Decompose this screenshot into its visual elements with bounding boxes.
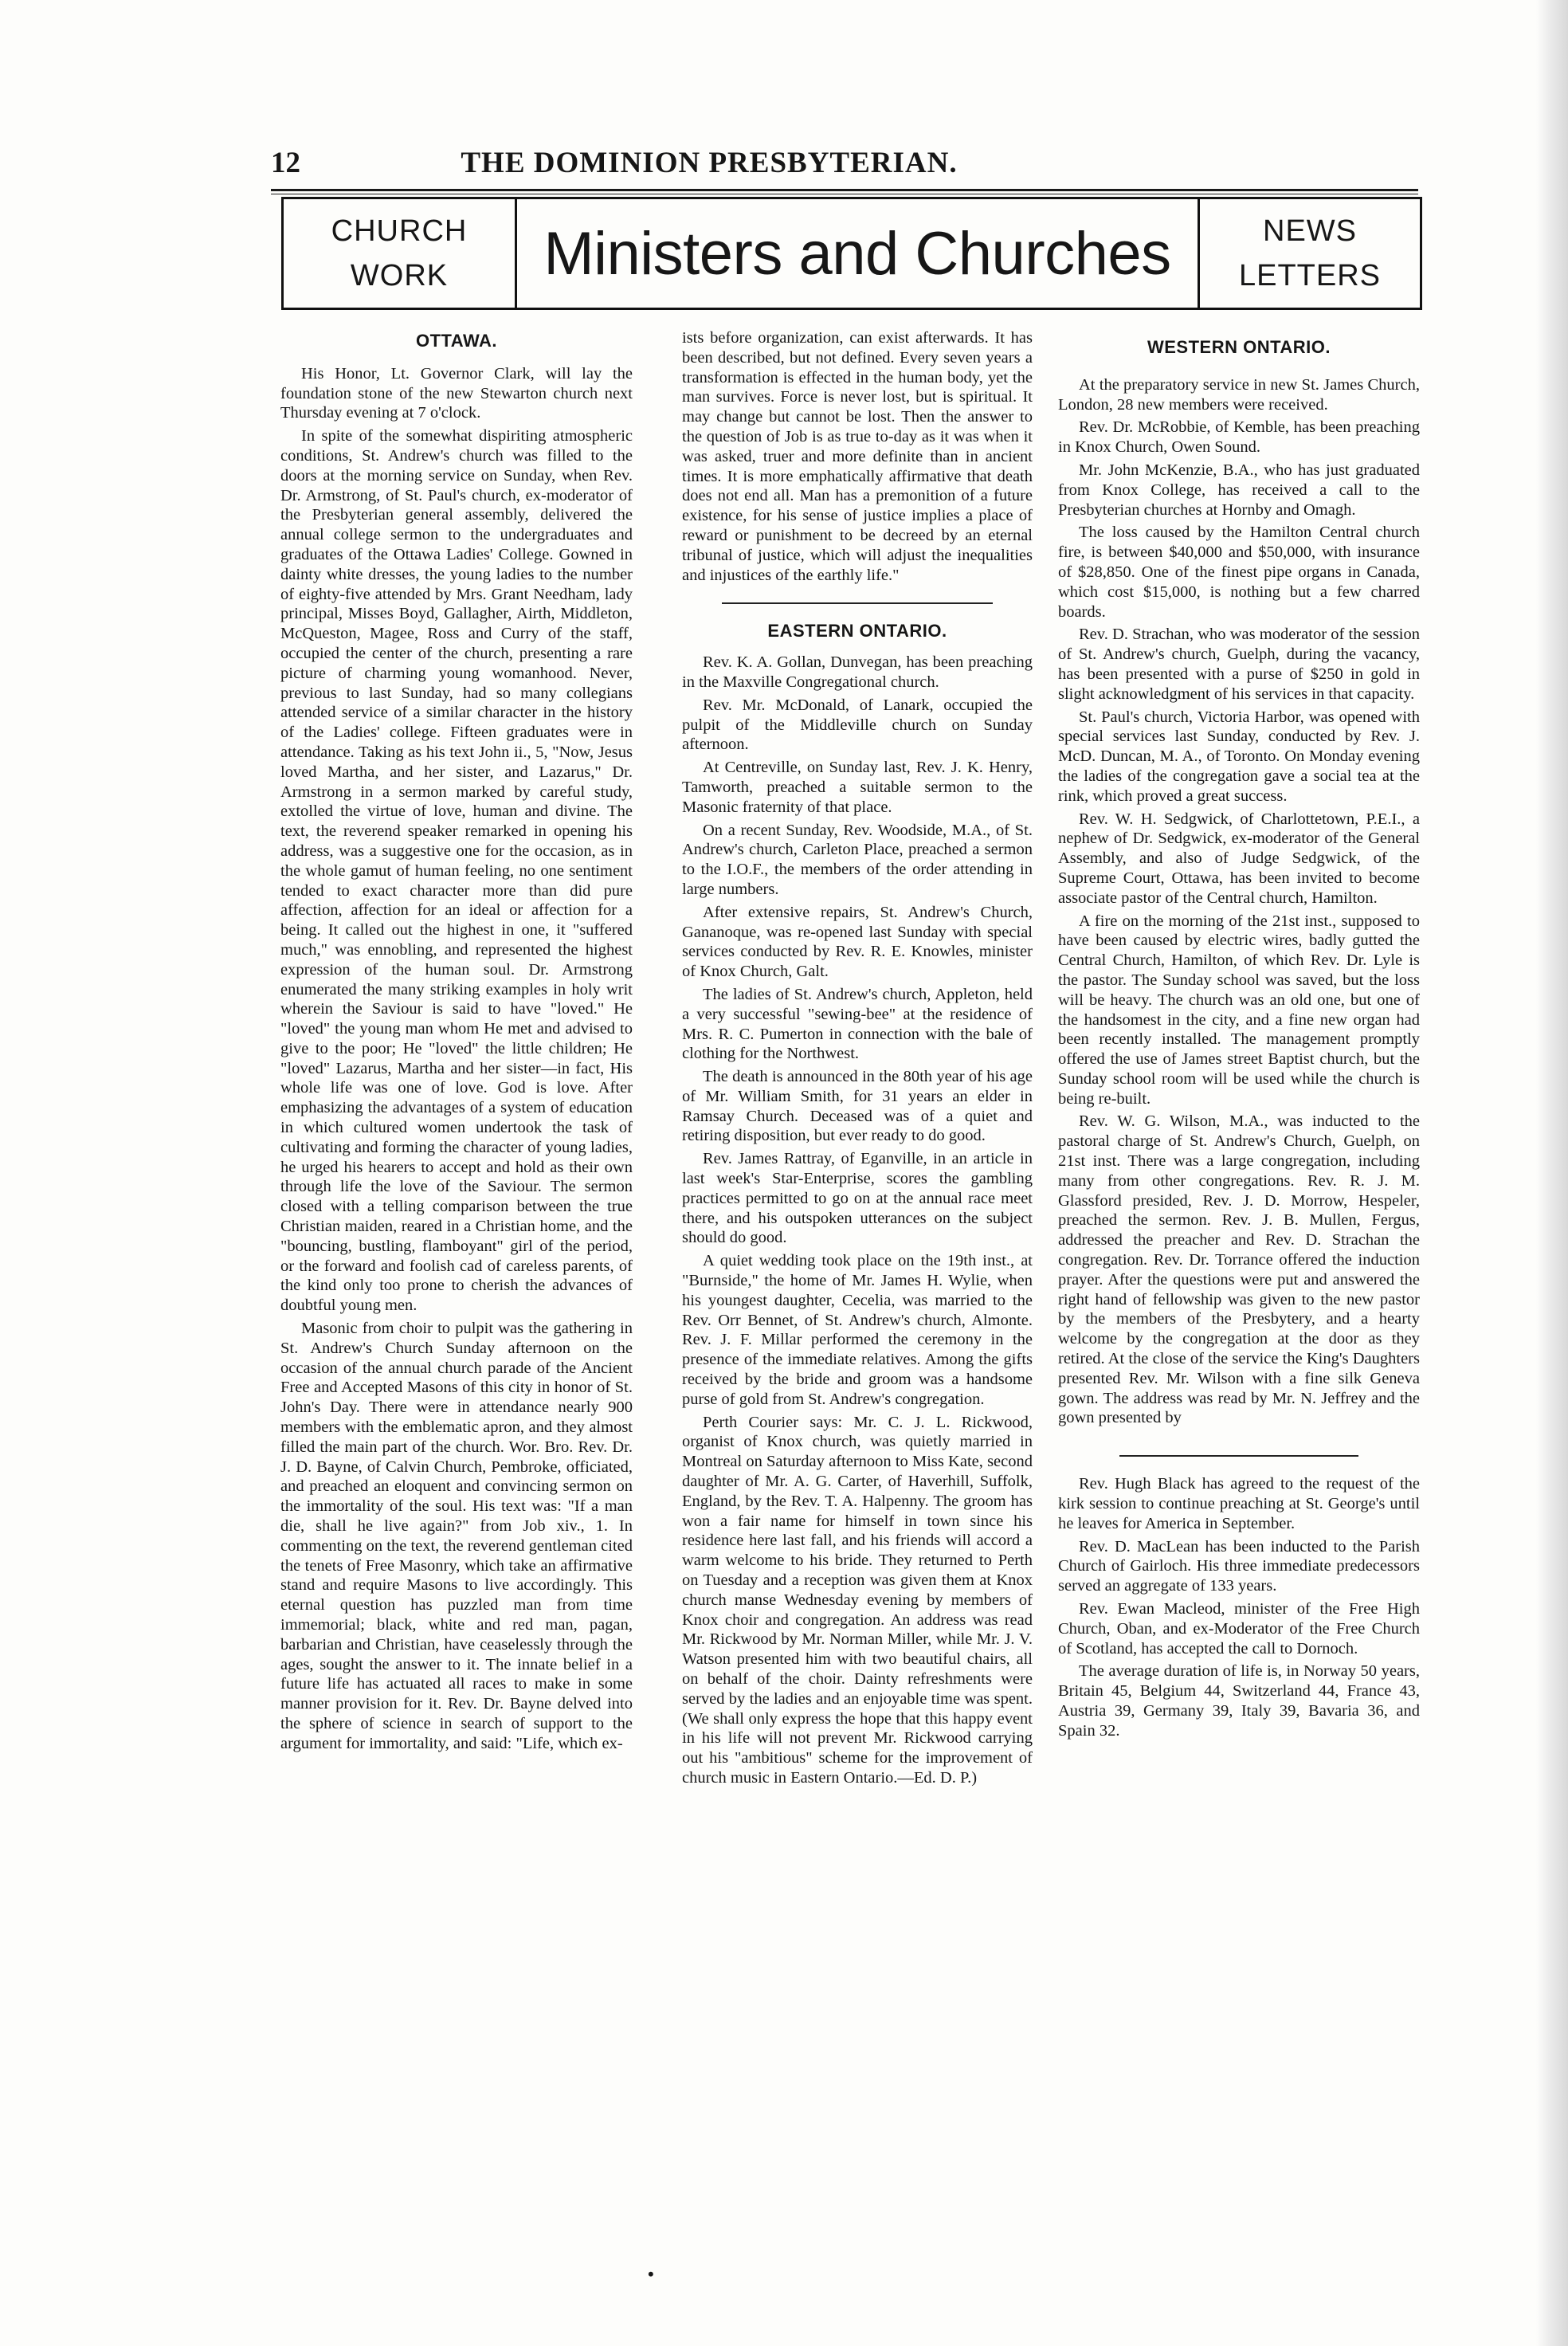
western-paragraph: At the preparatory service in new St. James Church, London, 28 new members were received. — [1058, 375, 1420, 414]
western-paragraph: St. Paul's church, Victoria Harbor, was opened with special services last Sunday, conducted by Rev. J. McD. Duncan, M. A., of Toronto. On Monday evening the ladies of the congregation gave a social tea at the rink, which proved a great success. — [1058, 708, 1420, 805]
ottawa-paragraph: In spite of the somewhat dispiriting atmospheric conditions, St. Andrew's church was filled to the doors at the morning service on Sunday, when Rev. Dr. Armstrong, of St. Paul's church, ex-moderator of the Presbyterian general assembly, delivered the annual college sermon to the undergraduates and graduates of the Ottawa Ladies' College. Gowned in dainty white dresses, the young ladies to the number of eighty-five attended by Mrs. Grant Needham, lady principal, Misses Boyd, Gallagher, Airth, Middleton, McQueston, Magee, Ross and Curry of the staff, occupied the center of the church, presenting a rare picture of charming young womanhood. Never, previous to last Sunday, had so many collegians attended service of a similar character in the history of the Ladies' college. Fifteen graduates were in attendance. Taking as his text John ii., 5, "Now, Jesus loved Martha, and her sister, and Lazarus," Dr. Armstrong in a sermon marked by careful study, extolled the virtue of love, human and divine. The text, the reverend speaker remarked in opening his address, was a suggestive one for the occasion, as in the whole gamut of human feeling, no one sentiment tended to exact character more than did pure affection, affection for an ideal or affection for a being. It called out the highest in one, it "suffered much," was ennobling, and represented the highest expression of the human soul. Dr. Armstrong enumerated the many striking examples in holy writ wherein the Saviour is said to have "loved." He "loved" the young man whom He met and advised to give to the poor; He "loved" the little children; He "loved" Lazarus, Martha and her sister—in fact, His whole life was one of love. God is love. After emphasizing the advantages of a system of education in which cultured women undertook the task of cultivating and forming the character of young ladies, he urged his hearers to accept and hold as their own through life the love of the Saviour. The sermon closed with a telling comparison between the true Christian maiden, reared in a Christian home, and the "bouncing, bustling, flamboyant" girl of the period, or the forward and foolish cad of careless parents, of the kind only too prone to cherish the advances of doubtful young men. — [280, 427, 633, 1315]
column-3 — [1058, 328, 1420, 1744]
banner-right-line-2: LETTERS — [1238, 259, 1382, 292]
misc-paragraph: Rev. Ewan Macleod, minister of the Free High Church, Oban, and ex-Moderator of the Free Church of Scotland, has accepted the call to Dornoch. — [1058, 1600, 1420, 1658]
banner-right-box — [1198, 199, 1420, 308]
misc-paragraph: Rev. D. MacLean has been inducted to the Parish Church of Gairloch. His three immediate predecessors served an aggregate of 133 years. — [1058, 1537, 1420, 1595]
ottawa-paragraph: His Honor, Lt. Governor Clark, will lay the foundation stone of the new Stewarton church next Thursday evening at 7 o'clock. — [280, 364, 633, 422]
banner-right-line-1: NEWS — [1263, 214, 1357, 248]
running-head: THE DOMINION PRESBYTERIAN. — [461, 147, 958, 179]
banner-left-line-2: WORK — [350, 259, 449, 292]
eastern-paragraph: Rev. James Rattray, of Eganville, in an article in last week's Star-Enterprise, scores the gambling practices permitted to go on at the annual race meet there, and his outspoken utterances on the subject should do good. — [682, 1150, 1033, 1247]
western-paragraph: Rev. Dr. McRobbie, of Kemble, has been preaching in Knox Church, Owen Sound. — [1058, 418, 1420, 457]
eastern-paragraph: A quiet wedding took place on the 19th inst., at "Burnside," the home of Mr. James H. Wylie, when his youngest daughter, Cecelia, was married to the Rev. Orr Bennet, of St. Andrew's church, Almonte. Rev. J. F. Millar performed the ceremony in the presence of the immediate relatives. Among the gifts received by the bride and groom was a handsome purse of gold from St. Andrew's congregation. — [682, 1252, 1033, 1408]
section-banner — [281, 197, 1422, 310]
western-paragraph: Rev. W. G. Wilson, M.A., was inducted to the pastoral charge of St. Andrew's Church, Guelph, on 21st inst. There was a large congregation, including many from other congregations. Rev. R. J. M. Glassford presided, Rev. J. D. Morrow, Hespeler, preached the sermon. Rev. J. B. Mullen, Fergus, addressed the preacher and Rev. D. Strachan the congregation. Rev. Dr. Torrance offered the induction prayer. After the questions were put and answered the right hand of fellowship was given to the new pastor by the members of the Presbytery, and a hearty welcome by the congregation at the door as they retired. At the close of the service the King's Daughters presented Rev. Mr. Wilson with a fine silk Geneva gown. The address was read by Mr. N. Jeffrey and the gown presented by — [1058, 1112, 1420, 1427]
page-binding-shadow — [1536, 0, 1568, 2346]
ottawa-paragraph: Masonic from choir to pulpit was the gathering in St. Andrew's Church Sunday afternoon on the occasion of the annual church parade of the Ancient Free and Accepted Masons of this city in honor of St. John's Day. There were in attendance nearly 900 members with the emblematic apron, and they almost filled the main part of the church. Wor. Bro. Rev. Dr. J. D. Bayne, of Calvin Church, Pembroke, officiated, and preached an eloquent and convincing sermon on the immortality of the soul. His text was: "If a man die, shall he live again?" from Job xiv., 1. In commenting on the text, the reverend gentleman cited the tenets of Free Masonry, which take an affirmative stand and require Masons to live accordingly. This eternal question has puzzled man from time immemorial; black, white and red man, pagan, barbarian and Christian, have ceaselessly through the ages, sought the answer to it. The innate belief in a future life has actuated all races to make in some manner provision for it. Rev. Dr. Bayne delved into the sphere of science in search of support to the argument for immortality, and said: "Life, which ex- — [280, 1320, 633, 1752]
eastern-paragraph: The ladies of St. Andrew's church, Appleton, held a very successful "sewing-bee" at the residence of Mrs. R. C. Pumerton in connection with the bale of clothing for the Northwest. — [682, 985, 1033, 1063]
ottawa-heading: OTTAWA. — [415, 331, 498, 351]
section-divider — [1119, 1455, 1358, 1457]
eastern-paragraph: At Centreville, on Sunday last, Rev. J. K. Henry, Tamworth, preached a suitable sermon to the Masonic fraternity of that place. — [682, 759, 1033, 816]
banner-left-line-1: CHURCH — [331, 214, 468, 248]
banner-title: Ministers and Churches — [543, 219, 1171, 288]
eastern-paragraph: Perth Courier says: Mr. C. J. L. Rickwood, organist of Knox church, was quietly married in Montreal on Saturday afternoon to Miss Kate, second daughter of Mr. A. G. Carter, of Haverhill, Suffolk, England, by the Rev. T. A. Halpenny. The groom has won a fair name for himself in town since his residence here last fall, and his friends will accord a warm welcome to his bride. They returned to Perth on Tuesday and a reception was given them at Knox church manse Wednesday evening by members of Knox choir and congregation. An address was read Mr. Rickwood by Mr. Norman Miller, while Mr. J. V. Watson presented him with two beautiful chairs, all on behalf of the choir. Dainty refreshments were served by the ladies and an enjoyable time was spent. (We shall only express the hope that this happy event in his life will not prevent Mr. Rickwood carrying out his "ambitious" scheme for the improvement of church music in Eastern Ontario.—Ed. D. P.) — [682, 1413, 1033, 1787]
western-heading: WESTERN ONTARIO. — [1147, 337, 1331, 357]
continuation-paragraph: ists before organization, can exist afterwards. It has been described, but not defined. Every seven years a transformation is effected in the human body, yet the man survives. Force is never lost, but is spiritual. It may change but cannot be lost. Then the answer to the question of Job is as true to-day as it was when it was asked, truer and more definite than in ancient times. It is more emphatically affirmative that death does not end all. Man has a premonition of a future existence, for his sense of justice implies a place of reward or punishment to be decreed by an eternal tribunal of justice, which will adjust the inequalities and injustices of the earthly life." — [682, 329, 1033, 584]
eastern-paragraph: The death is announced in the 80th year of his age of Mr. William Smith, for 31 years an elder in Ramsay Church. Deceased was of a quiet and retiring disposition, but ever ready to do good. — [682, 1068, 1033, 1145]
header-rule — [271, 189, 1418, 191]
eastern-paragraph: Rev. K. A. Gollan, Dunvegan, has been preaching in the Maxville Congregational church. — [682, 653, 1033, 691]
eastern-paragraph: After extensive repairs, St. Andrew's Church, Gananoque, was re-opened last Sunday with special services conducted by Rev. R. E. Knowles, minister of Knox Church, Galt. — [682, 903, 1033, 981]
eastern-paragraph: On a recent Sunday, Rev. Woodside, M.A., of St. Andrew's church, Carleton Place, preached a sermon to the I.O.F., the members of the order attending in large numbers. — [682, 821, 1033, 898]
eastern-paragraph: Rev. Mr. McDonald, of Lanark, occupied the pulpit of the Middleville church on Sunday afternoon. — [682, 696, 1033, 754]
column-2 — [682, 328, 1033, 1791]
misc-paragraph: The average duration of life is, in Norway 50 years, Britain 45, Belgium 44, Switzerland 44, France 43, Austria 39, Germany 39, Italy 39, Bavaria 36, and Spain 32. — [1058, 1662, 1420, 1740]
column-1 — [280, 328, 633, 1757]
margin-mark: • — [648, 2264, 654, 2284]
eastern-heading: EASTERN ONTARIO. — [767, 621, 947, 641]
section-divider — [722, 602, 993, 604]
western-paragraph: Mr. John McKenzie, B.A., who has just graduated from Knox College, has received a call to the Presbyterian churches at Hornby and Omagh. — [1058, 461, 1420, 519]
banner-left-box — [284, 199, 517, 308]
misc-paragraph: Rev. Hugh Black has agreed to the request of the kirk session to continue preaching at St. George's until he leaves for America in September. — [1058, 1475, 1420, 1532]
western-paragraph: A fire on the morning of the 21st inst., supposed to have been caused by electric wires, badly gutted the Central Church, Hamilton, of which Rev. Dr. Lyle is the pastor. The Sunday school was saved, but the loss will be heavy. The church was an old one, but one of the handsomest in the city, and a fine new organ had been recently installed. The management promptly offered the use of James street Baptist church, but the Sunday school room will be used while the church is being re-built. — [1058, 912, 1420, 1108]
western-paragraph: Rev. W. H. Sedgwick, of Charlottetown, P.E.I., a nephew of Dr. Sedgwick, ex-moderator of the General Assembly, and also of Judge Sedgwick, of the Supreme Court, Ottawa, has been invited to become associate pastor of the Central church, Hamilton. — [1058, 810, 1420, 907]
page-number: 12 — [271, 147, 300, 179]
western-paragraph: The loss caused by the Hamilton Central church fire, is between $40,000 and $50,000, with insurance of $28,850. One of the finest pipe organs in Canada, which cost $15,000, is nothing but a few charred boards. — [1058, 524, 1420, 621]
western-paragraph: Rev. D. Strachan, who was moderator of the session of St. Andrew's church, Guelph, during the vacancy, has been presented with a purse of $250 in gold in slight acknowledgment of his services in that capacity. — [1058, 626, 1420, 703]
